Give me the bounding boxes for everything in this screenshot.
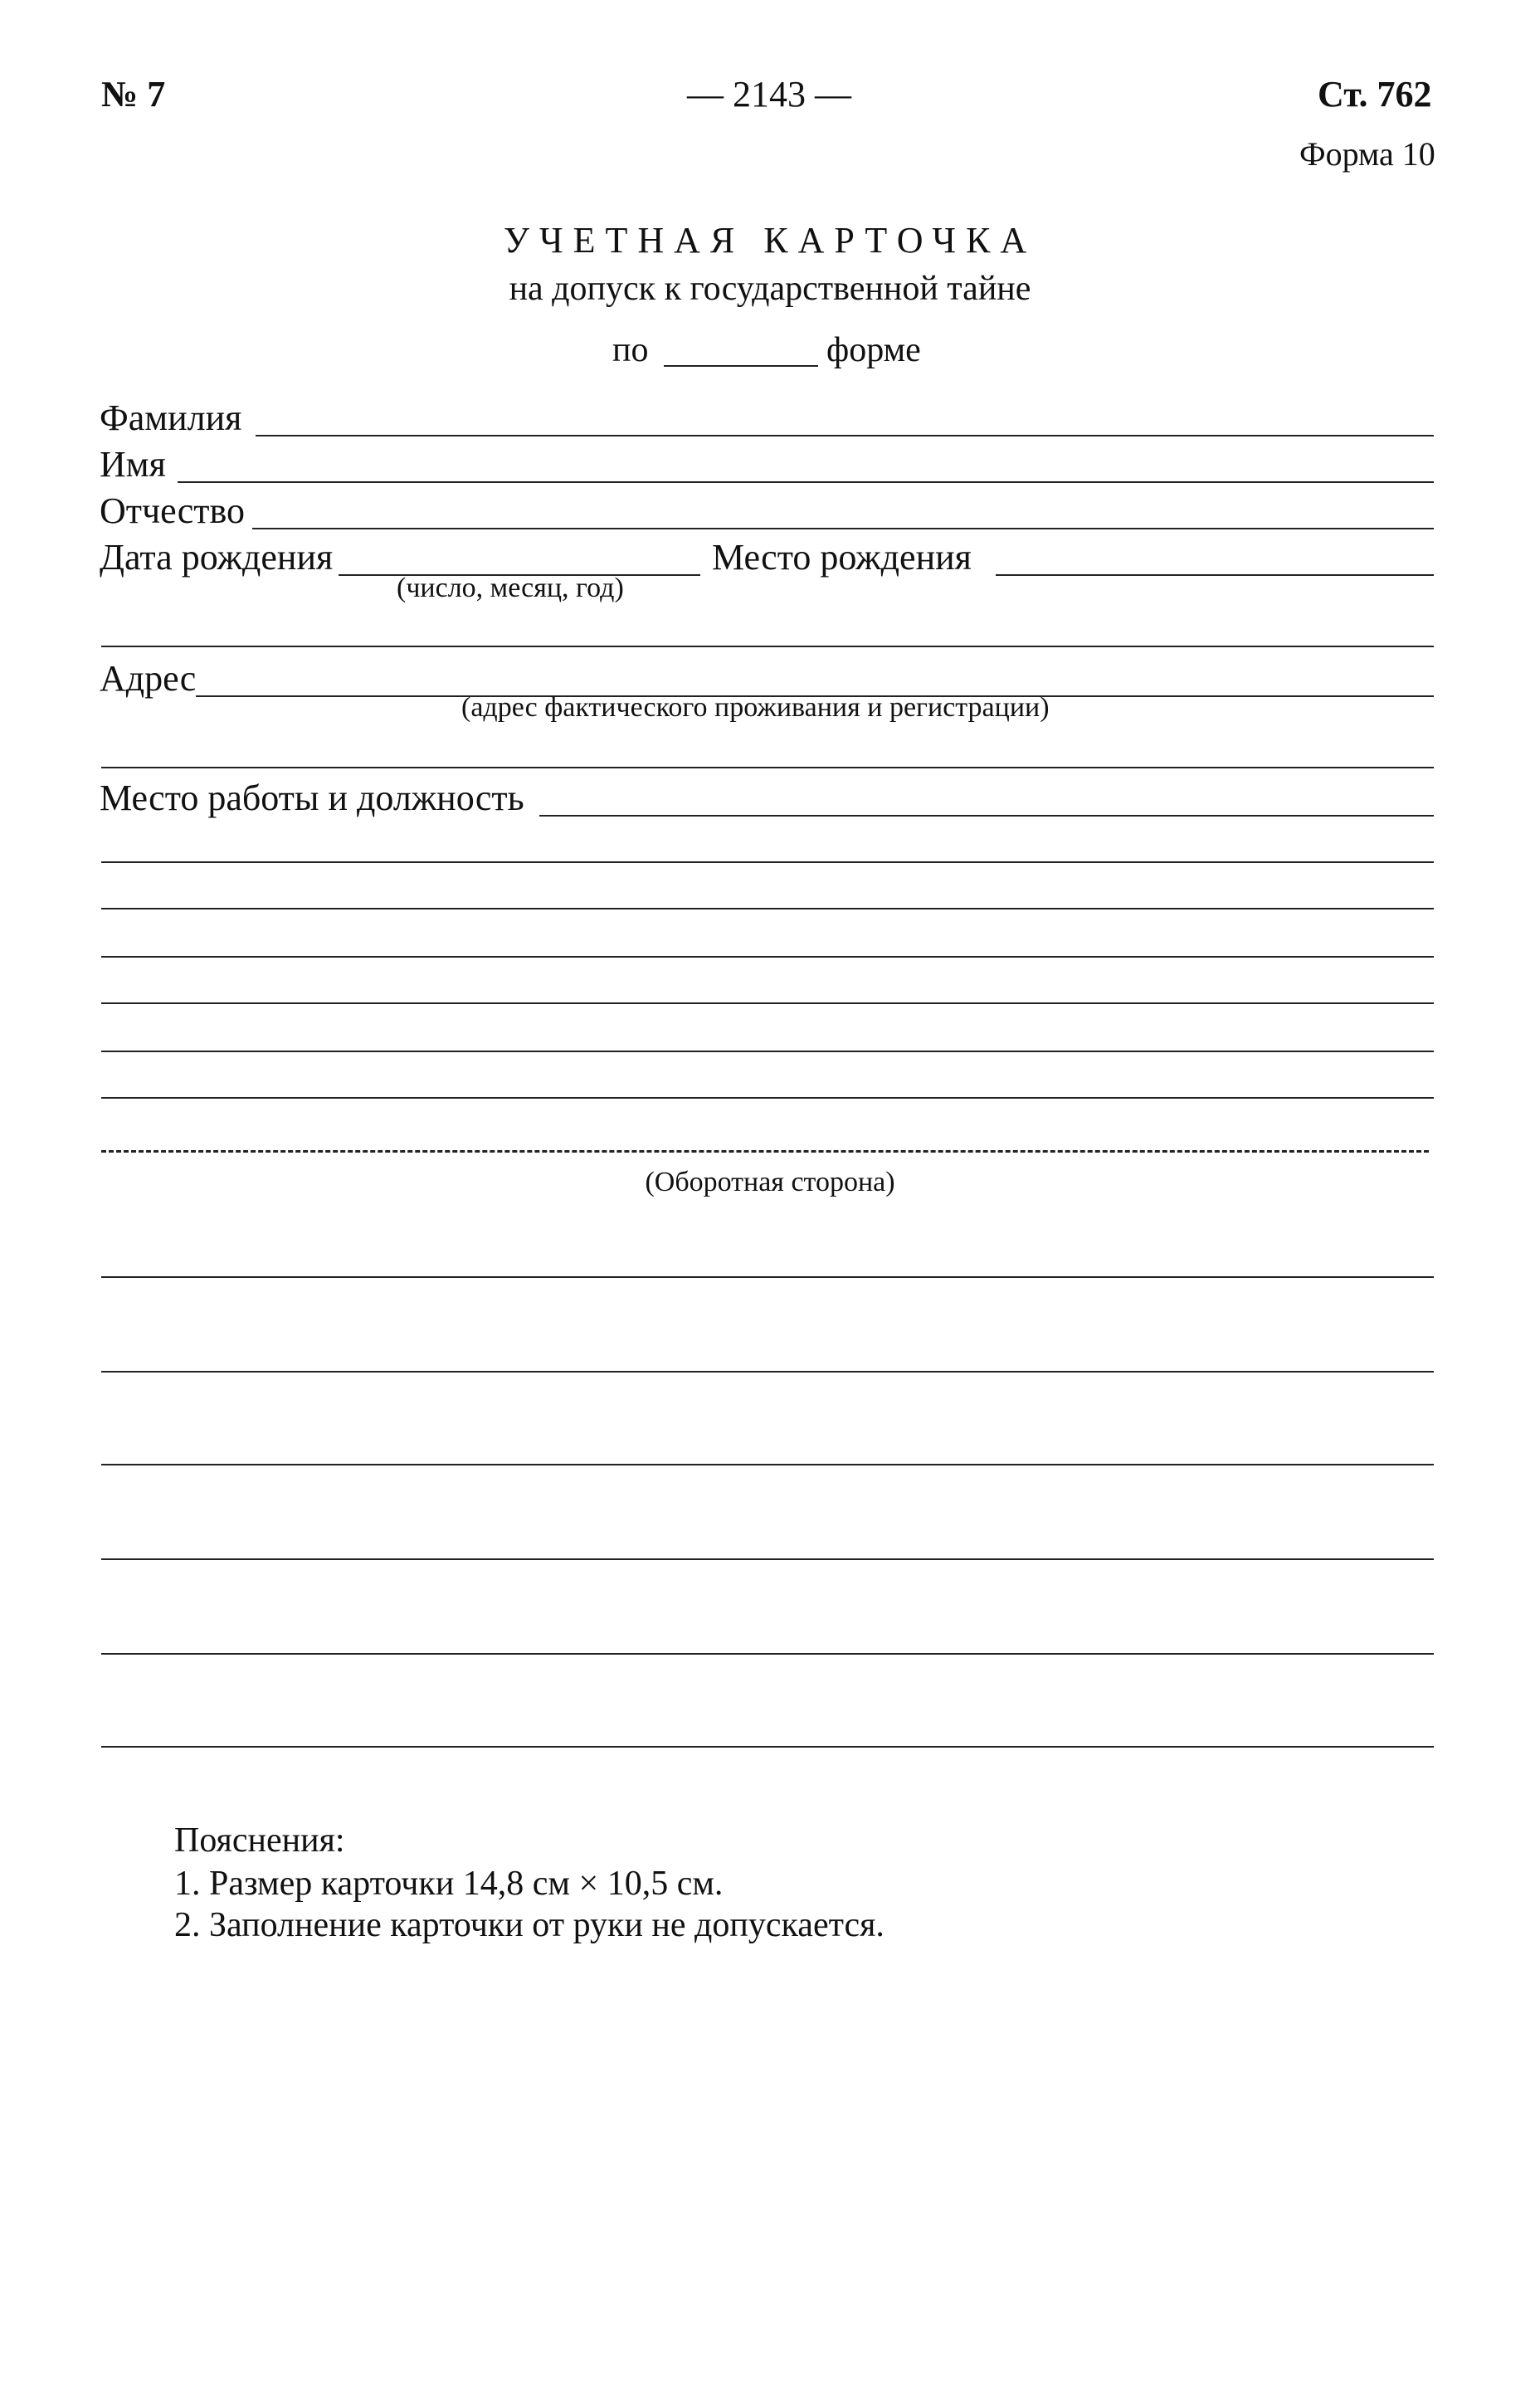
reverse-line-5	[101, 1653, 1434, 1655]
reverse-line-2	[101, 1371, 1434, 1373]
notes-heading: Пояснения:	[174, 1821, 345, 1860]
work-continuation-line-3	[101, 956, 1434, 958]
reverse-line-1	[101, 1276, 1434, 1278]
form-line-suffix: форме	[826, 331, 921, 369]
work-continuation-line-2	[101, 908, 1434, 909]
birth-place-continuation-line	[101, 646, 1434, 647]
reverse-line-4	[101, 1558, 1434, 1560]
notes-item-1: 1. Размер карточки 14,8 см × 10,5 см.	[174, 1865, 724, 1903]
form-type-blank	[664, 365, 818, 367]
article-number: Ст. 762	[1318, 74, 1432, 115]
form-label: Форма 10	[1299, 135, 1435, 173]
surname-line	[256, 435, 1434, 436]
birth-place-line	[996, 574, 1434, 576]
cut-line	[101, 1150, 1429, 1153]
birth-date-label: Дата рождения	[100, 537, 334, 578]
reverse-line-6	[101, 1746, 1434, 1748]
form-line-prefix: по	[612, 331, 649, 369]
patronymic-line	[252, 528, 1434, 529]
surname-label: Фамилия	[100, 397, 242, 438]
work-continuation-line-5	[101, 1051, 1434, 1052]
patronymic-label: Отчество	[100, 490, 245, 531]
document-title: УЧЕТНАЯ КАРТОЧКА	[503, 220, 1037, 261]
address-continuation-line	[101, 767, 1434, 768]
notes-item-2: 2. Заполнение карточки от руки не допускается.	[174, 1906, 885, 1944]
page-number: — 2143 —	[687, 74, 851, 115]
address-label: Адрес	[100, 658, 197, 699]
reverse-line-3	[101, 1464, 1434, 1465]
work-continuation-line-6	[101, 1097, 1434, 1099]
work-line	[539, 815, 1434, 817]
address-hint: (адрес фактического проживания и регистрации)	[461, 692, 1050, 723]
reverse-side-label: (Оборотная сторона)	[645, 1167, 895, 1197]
document-subtitle: на допуск к государственной тайне	[509, 270, 1031, 308]
work-label: Место работы и должность	[100, 778, 524, 818]
work-continuation-line-4	[101, 1002, 1434, 1004]
name-label: Имя	[100, 444, 166, 485]
work-continuation-line-1	[101, 861, 1434, 863]
name-line	[178, 481, 1434, 483]
birth-date-hint: (число, месяц, год)	[397, 573, 624, 603]
issue-number: № 7	[101, 74, 166, 115]
birth-place-label: Место рождения	[712, 537, 972, 578]
